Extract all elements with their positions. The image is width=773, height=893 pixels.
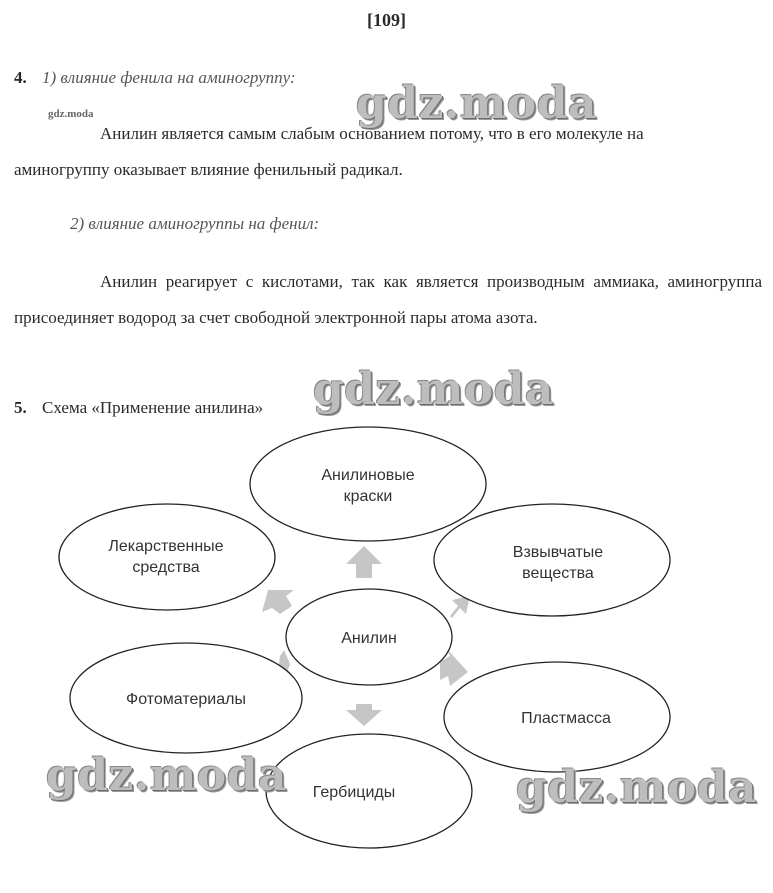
arrow-to-dyes-icon (346, 546, 382, 578)
node-medicines (59, 504, 275, 610)
task-5-number: 5. (14, 398, 27, 417)
node-center-label: Анилин (341, 630, 397, 647)
node-plastics-label: Пластмасса (521, 710, 611, 727)
node-herbicides-label: Гербициды (312, 784, 396, 801)
watermark-3: gdz.moda (46, 750, 288, 801)
node-explosives-label-2: вещества (522, 565, 594, 582)
watermark-small: gdz.moda (48, 108, 94, 120)
node-dyes-label-1: Анилиновые (321, 467, 415, 484)
node-photo-label: Фотоматериалы (126, 691, 246, 708)
task-4-paragraph-1-line-1: Анилин является самым слабым основанием потому, что в его молекуле на (100, 124, 644, 143)
task-4-paragraph-1-line-2: аминогруппу оказывает влияние фенильный радикал. (14, 160, 403, 179)
arrow-to-herbicides-icon (346, 704, 382, 726)
watermark-4: gdz.moda (516, 762, 758, 813)
task-4-number: 4. (14, 68, 27, 87)
task-5-title: Схема «Применение анилина» (42, 398, 264, 417)
watermark-1: gdz.moda (356, 78, 598, 129)
node-medicines-label-2: средства (132, 559, 200, 576)
node-dyes (250, 427, 486, 541)
arrow-to-medicines-icon (262, 590, 294, 614)
task-4-subtitle-2: 2) влияние аминогруппы на фенил: (70, 214, 320, 233)
node-dyes-label-2: краски (343, 488, 393, 505)
watermark-2: gdz.moda (313, 364, 555, 415)
node-medicines-label-1: Лекарственные (108, 538, 224, 555)
task-4-subtitle-1: 1) влияние фенила на аминогруппу: (42, 68, 296, 87)
task-4-paragraph-2: Анилин реагирует с кислотами, так как является производным аммиака, аминогруппа присоединяет водород за счет свободной электронной пары атома азота. (14, 272, 762, 327)
page-number: [109] (367, 10, 406, 30)
node-explosives-label-1: Взвывчатые (512, 544, 604, 561)
